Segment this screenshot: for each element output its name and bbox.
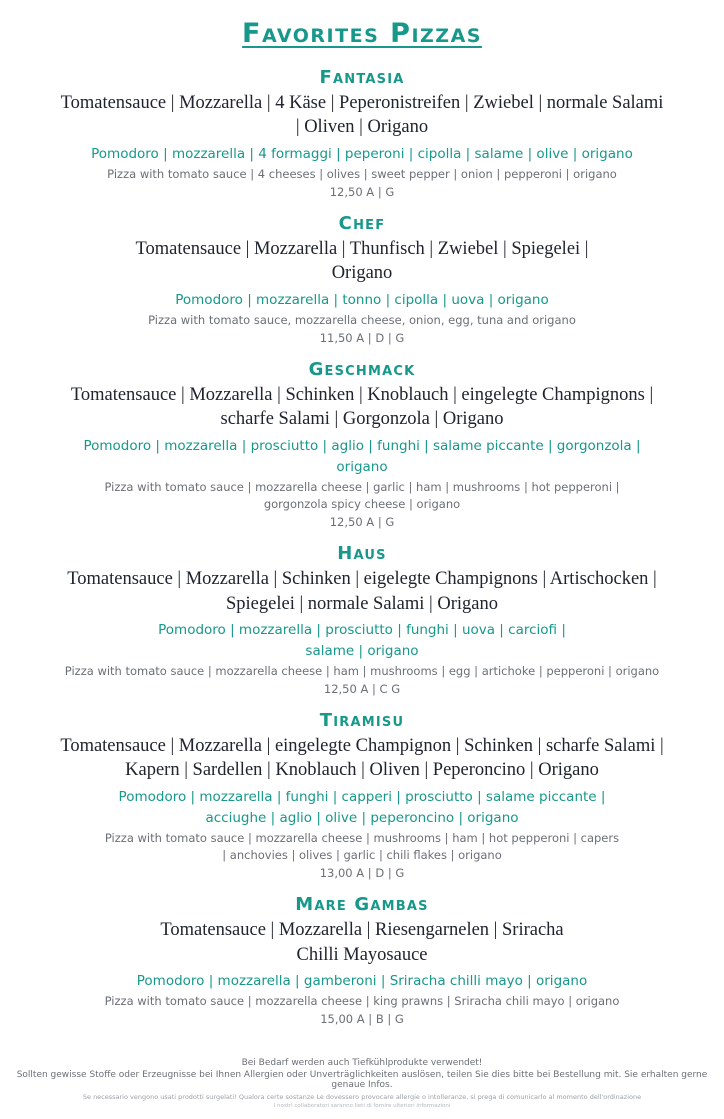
pizza-description-english: Pizza with tomato sauce, mozzarella cheese, onion, egg, tuna and origano: [148, 312, 576, 327]
menu-footer: [10, 1032, 714, 1113]
pizza-description-italian: Pomodoro | mozzarella | prosciutto | funghi | uova | carciofi | salame | origano: [158, 621, 566, 659]
pizza-entry: [10, 702, 714, 880]
pizza-price: 12,50 A | G: [329, 515, 395, 530]
footer-note-frozen-products: Bei Bedarf werden auch Tiefkühlprodukte verwendet!: [241, 1058, 483, 1069]
pizza-name: Tiramisu: [319, 710, 405, 732]
pizza-description-german: Tomatensauce | Mozzarella | eingelegte Champignon | Schinken | scharfe Salami | Kapern | Sardellen | Knoblauch | Oliven | Peperoncino | Origano: [60, 736, 664, 781]
pizza-entry: [10, 535, 714, 696]
pizza-name: Fantasia: [319, 67, 405, 88]
pizza-description-german: Tomatensauce | Mozzarella | Schinken | eigelegte Champignons | Artischocken | Spiegelei | normale Salami | Origano: [67, 569, 657, 614]
footer-note-allergies-german: Sollten gewisse Stoffe oder Erzeugnisse bei Ihnen Allergien oder Unverträglichkeiten auslösen, teilen Sie dies bitte bei Bestellung mit. Sie erhalten gerne genaue Infos.: [16, 1070, 708, 1091]
pizza-description-italian: Pomodoro | mozzarella | prosciutto | aglio | funghi | salame piccante | gorgonzola | origano: [83, 437, 641, 475]
pizza-price: 15,00 A | B | G: [320, 1012, 404, 1027]
pizza-description-italian: Pomodoro | mozzarella | tonno | cipolla | uova | origano: [175, 291, 549, 308]
pizza-name: Mare Gambas: [295, 894, 429, 916]
pizza-price: 12,50 A | C G: [323, 682, 401, 697]
pizza-description-german: Tomatensauce | Mozzarella | Riesengarnelen | Sriracha Chilli Mayosauce: [160, 920, 564, 965]
pizza-name: Geschmack: [308, 358, 416, 380]
pizza-description-italian: Pomodoro | mozzarella | 4 formaggi | peperoni | cipolla | salame | olive | origano: [91, 145, 633, 162]
pizza-description-german: Tomatensauce | Mozzarella | Schinken | Knoblauch | eingelegte Champignons | scharfe Salami | Gorgonzola | Origano: [70, 384, 654, 430]
footer-note-allergies-italian: Se necessario vengono usati prodotti surgelati! Qualora certe sostanze Le dovessero provocare allergie o intolleranze, si prega di comunicarlo al momento dell'ordinazione: [82, 1093, 642, 1102]
pizza-description-german: Tomatensauce | Mozzarella | 4 Käse | Peperonistreifen | Zwiebel | normale Salami | Oliven | Origano: [60, 93, 664, 138]
pizza-price: 12,50 A | G: [329, 184, 395, 199]
pizza-entry: [10, 351, 714, 529]
pizza-description-english: Pizza with tomato sauce | mozzarella cheese | ham | mushrooms | egg | artichoke | pepperoni | origano: [64, 663, 660, 678]
pizza-description-german: Tomatensauce | Mozzarella | Thunfisch | Zwiebel | Spiegelei | Origano: [135, 238, 589, 284]
footer-note-staff-info: I nostri collaboratori saranno lieti di fornire ulteriori informazioni: [273, 1103, 451, 1110]
pizza-description-english: Pizza with tomato sauce | mozzarella cheese | king prawns | Sriracha chili mayo | origano: [104, 993, 620, 1008]
pizza-entry: [10, 205, 714, 345]
pizza-price: 13,00 A | D | G: [319, 866, 405, 881]
pizza-entry: [10, 59, 714, 199]
pizza-price: 11,50 A | D | G: [319, 330, 405, 345]
page-title: Favorites Pizzas: [242, 18, 482, 49]
pizza-description-english: Pizza with tomato sauce | mozzarella cheese | mushrooms | ham | hot pepperoni | capers | anchovies | olives | garlic | chili flakes | origano: [104, 830, 620, 862]
pizza-description-english: Pizza with tomato sauce | mozzarella cheese | garlic | ham | mushrooms | hot pepperoni | gorgonzola spicy cheese | origano: [104, 479, 620, 511]
pizza-description-italian: Pomodoro | mozzarella | gamberoni | Sriracha chilli mayo | origano: [136, 973, 588, 989]
pizza-description-italian: Pomodoro | mozzarella | funghi | capperi | prosciutto | salame piccante | acciughe | aglio | olive | peperoncino | origano: [118, 788, 606, 826]
pizza-entry: [10, 886, 714, 1026]
pizza-name: Chef: [338, 212, 386, 234]
pizza-name: Haus: [337, 543, 387, 565]
pizza-description-english: Pizza with tomato sauce | 4 cheeses | olives | sweet pepper | onion | pepperoni | origano: [107, 166, 617, 181]
